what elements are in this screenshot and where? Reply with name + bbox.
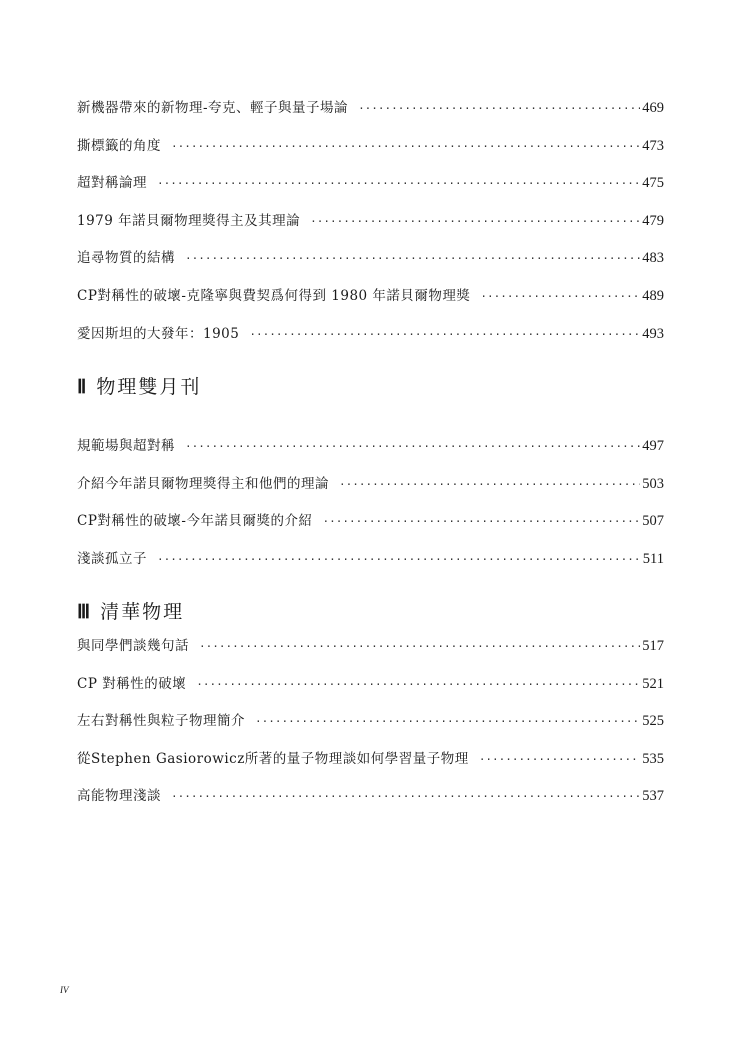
toc-entry-page: 483 <box>642 250 664 267</box>
dot-leader <box>199 640 640 653</box>
toc-entry <box>77 672 664 710</box>
toc-entry <box>77 709 664 747</box>
toc-entry-title: 新機器帶來的新物理-夸克、輕子與量子場論 <box>77 100 349 116</box>
toc-entry-title: CP對稱性的破壞-今年諾貝爾獎的介紹 <box>77 513 313 530</box>
dot-leader <box>310 215 640 228</box>
toc-entry <box>77 634 664 672</box>
dot-leader <box>185 440 640 453</box>
toc-entry-title: 規範場與超對稱 <box>77 438 175 454</box>
toc-entry <box>77 134 664 172</box>
toc-entry-title: 追尋物質的結構 <box>77 250 175 267</box>
toc-entry <box>77 246 664 284</box>
dot-leader <box>196 678 640 691</box>
dot-leader <box>185 252 640 265</box>
toc-entry <box>77 171 664 209</box>
toc-entry-title: 撕標籤的角度 <box>77 137 161 154</box>
dot-leader <box>358 102 640 115</box>
toc-entry-page: 503 <box>642 475 664 492</box>
dot-leader <box>339 478 640 491</box>
dot-leader <box>157 177 640 190</box>
toc-entry-page: 473 <box>642 137 664 154</box>
toc-entry <box>77 322 664 360</box>
toc-entry-page: 479 <box>642 212 664 229</box>
toc-entry-page: 535 <box>642 750 664 767</box>
toc-entry-page: 497 <box>642 438 664 454</box>
section-title: 物理雙月刊 <box>96 376 202 398</box>
toc-entry <box>77 509 664 547</box>
toc-entry-title: 高能物理淺談 <box>77 788 161 805</box>
page-folio: IV <box>60 985 69 995</box>
toc-entry-page: 469 <box>642 100 664 116</box>
toc-entry-title: 超對稱論理 <box>77 175 147 192</box>
dot-leader <box>171 790 640 803</box>
dot-leader <box>255 715 640 728</box>
toc-entry-page: 511 <box>642 550 664 567</box>
toc-entry <box>77 747 664 785</box>
toc-entry-page: 537 <box>642 788 664 805</box>
toc-group-3 <box>77 634 664 822</box>
section-numeral: Ⅲ <box>77 602 93 623</box>
toc-entry-page: 525 <box>642 713 664 730</box>
toc-entry-title: 淺談孤立子 <box>77 550 147 567</box>
toc-entry-title: 1979 年諾貝爾物理獎得主及其理論 <box>77 212 301 229</box>
toc-entry-page: 517 <box>642 638 664 654</box>
section-numeral: Ⅱ <box>77 377 89 398</box>
section-heading-3 <box>77 597 184 624</box>
dot-leader <box>249 328 640 341</box>
toc-entry-page: 475 <box>642 175 664 192</box>
toc-entry-title: 與同學們談幾句話 <box>77 638 189 654</box>
toc-group-1 <box>77 96 664 359</box>
toc-entry-page: 521 <box>642 675 664 692</box>
toc-entry-title: CP 對稱性的破壞 <box>77 675 187 692</box>
toc-entry <box>77 209 664 247</box>
dot-leader <box>157 553 641 566</box>
toc-entry-title: 從Stephen Gasiorowicz所著的量子物理談如何學習量子物理 <box>77 750 469 767</box>
toc-entry-title: CP對稱性的破壞-克隆寧與費契爲何得到 1980 年諾貝爾物理獎 <box>77 287 471 304</box>
toc-entry-title: 左右對稱性與粒子物理簡介 <box>77 713 245 730</box>
dot-leader <box>479 753 640 766</box>
toc-group-2 <box>77 434 664 584</box>
toc-entry-page: 489 <box>642 287 664 304</box>
toc-entry-title: 愛因斯坦的大發年：1905 <box>77 325 240 342</box>
section-title: 清華物理 <box>100 601 185 623</box>
toc-entry <box>77 784 664 822</box>
toc-entry <box>77 547 664 585</box>
toc-entry-page: 507 <box>642 513 664 530</box>
dot-leader <box>480 290 640 303</box>
toc-entry-page: 493 <box>642 325 664 342</box>
toc-entry <box>77 284 664 322</box>
toc-entry <box>77 472 664 510</box>
dot-leader <box>171 140 640 153</box>
toc-entry <box>77 434 664 472</box>
toc-entry <box>77 96 664 134</box>
toc-entry-title: 介紹今年諾貝爾物理獎得主和他們的理論 <box>77 475 329 492</box>
section-heading-2 <box>77 372 201 399</box>
dot-leader <box>322 515 640 528</box>
